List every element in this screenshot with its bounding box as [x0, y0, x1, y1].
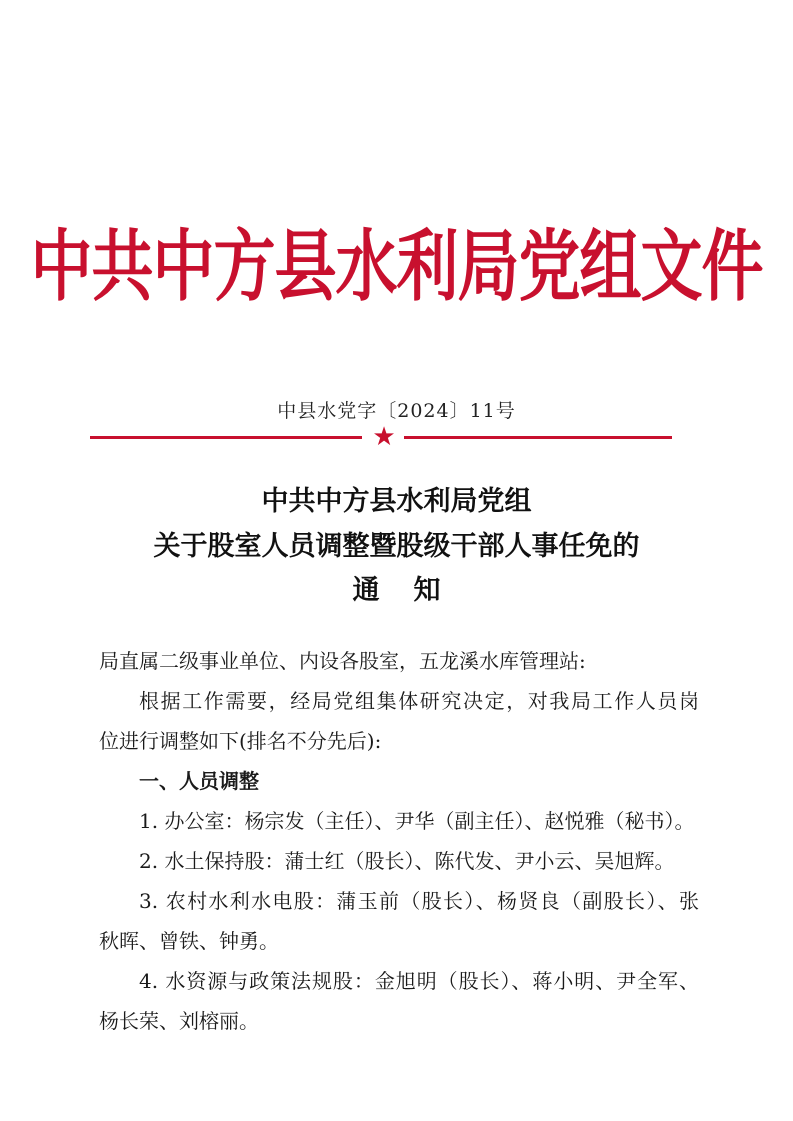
notice-title-line-1: 中共中方县水利局党组 — [261, 486, 532, 517]
intro-line-1: 根据工作需要，经局党组集体研究决定，对我局工作人员岗 — [139, 689, 699, 713]
list-item-water-resources-line-1: 4. 水资源与政策法规股：金旭明（股长）、蒋小明、尹全军、 — [139, 969, 699, 993]
star-icon: ★ — [372, 422, 396, 452]
notice-body — [99, 641, 699, 1041]
section-heading-personnel: 一、人员调整 — [139, 769, 259, 793]
list-item-soil-conservation: 2. 水土保持股：蒲士红（股长）、陈代发、尹小云、吴旭辉。 — [139, 849, 675, 873]
list-item-water-resources-line-2: 杨长荣、刘榕丽。 — [99, 1009, 259, 1033]
notice-title-line-3: 通知 — [352, 575, 475, 606]
notice-title-line-2: 关于股室人员调整暨股级干部人事任免的 — [153, 531, 640, 562]
addressee: 局直属二级事业单位、内设各股室，五龙溪水库管理站: — [99, 649, 586, 673]
document-number: 中县水党字〔2024〕11号 — [277, 400, 516, 422]
list-item-rural-water-line-1: 3. 农村水利水电股：蒲玉前（股长）、杨贤良（副股长）、张 — [139, 889, 699, 913]
red-divider-left — [90, 436, 362, 439]
red-header-title: 中共中方县水利局党组文件 — [30, 220, 763, 312]
list-item-office: 1. 办公室：杨宗发（主任）、尹华（副主任）、赵悦雅（秘书）。 — [139, 809, 695, 833]
intro-line-2: 位进行调整如下(排名不分先后): — [99, 729, 382, 753]
list-item-rural-water-line-2: 秋晖、曾铁、钟勇。 — [99, 929, 279, 953]
red-divider-right — [404, 436, 672, 439]
